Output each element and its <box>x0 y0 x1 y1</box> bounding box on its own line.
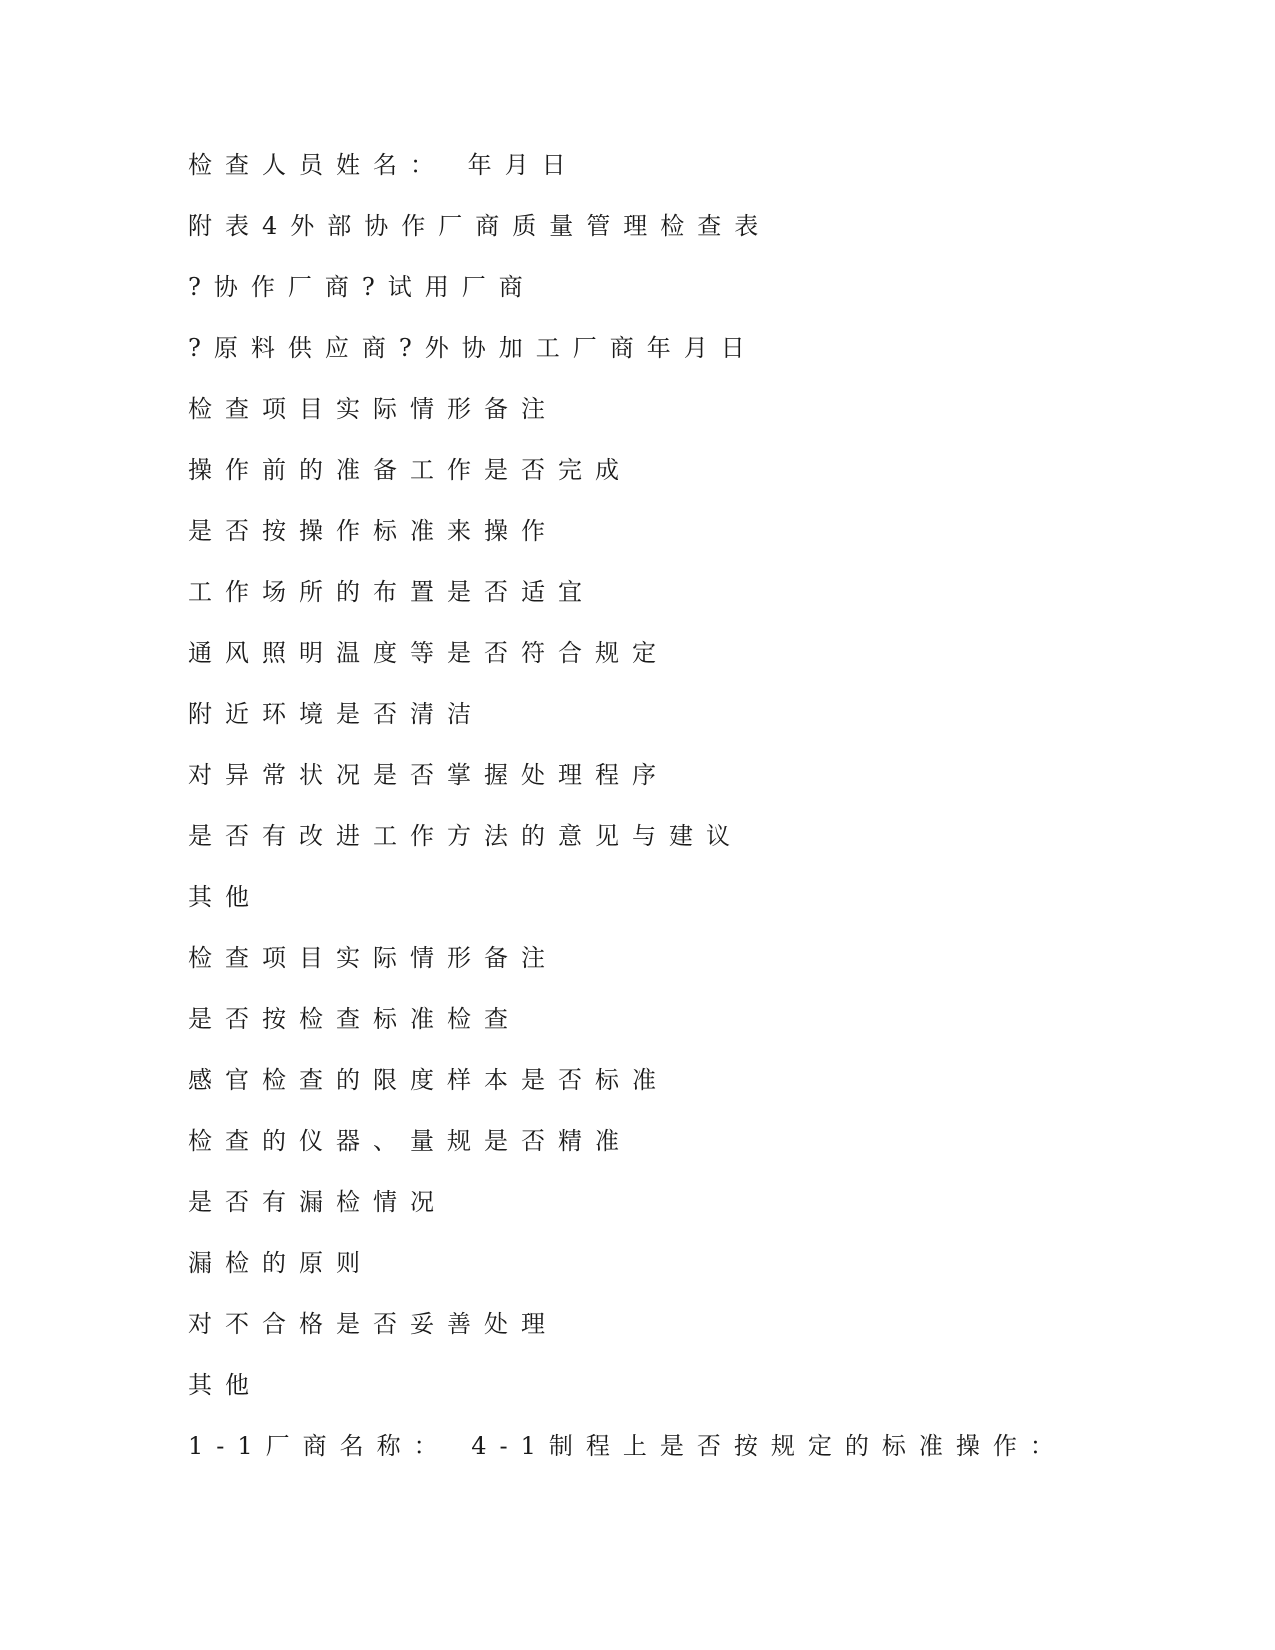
text-line: 对不合格是否妥善处理 <box>188 1310 558 1338</box>
text-line: 漏检的原则 <box>188 1249 373 1277</box>
text-line: 附近环境是否清洁 <box>188 700 484 728</box>
text-line: 通风照明温度等是否符合规定 <box>188 639 669 667</box>
document-body <box>188 148 1067 1490</box>
text-line: 检查人员姓名： 年月日 <box>188 151 579 179</box>
text-line: 工作场所的布置是否适宜 <box>188 578 595 606</box>
text-line: 附表4外部协作厂商质量管理检查表 <box>188 212 772 240</box>
text-line: 1-1厂商名称： 4-1制程上是否按规定的标准操作： <box>188 1432 1067 1460</box>
text-line: 检查的仪器、量规是否精准 <box>188 1127 632 1155</box>
text-line: 是否有改进工作方法的意见与建议 <box>188 822 743 850</box>
text-line: 是否按操作标准来操作 <box>188 517 558 545</box>
text-line: 检查项目实际情形备注 <box>188 395 558 423</box>
text-line: ?原料供应商?外协加工厂商年月日 <box>188 334 758 362</box>
text-line: 其他 <box>188 883 262 911</box>
text-line: 检查项目实际情形备注 <box>188 944 558 972</box>
text-line: 感官检查的限度样本是否标准 <box>188 1066 669 1094</box>
text-line: 是否按检查标准检查 <box>188 1005 521 1033</box>
text-line: 是否有漏检情况 <box>188 1188 447 1216</box>
text-line: 操作前的准备工作是否完成 <box>188 456 632 484</box>
text-line: 其他 <box>188 1371 262 1399</box>
text-line: 对异常状况是否掌握处理程序 <box>188 761 669 789</box>
text-line: ?协作厂商?试用厂商 <box>188 273 536 301</box>
